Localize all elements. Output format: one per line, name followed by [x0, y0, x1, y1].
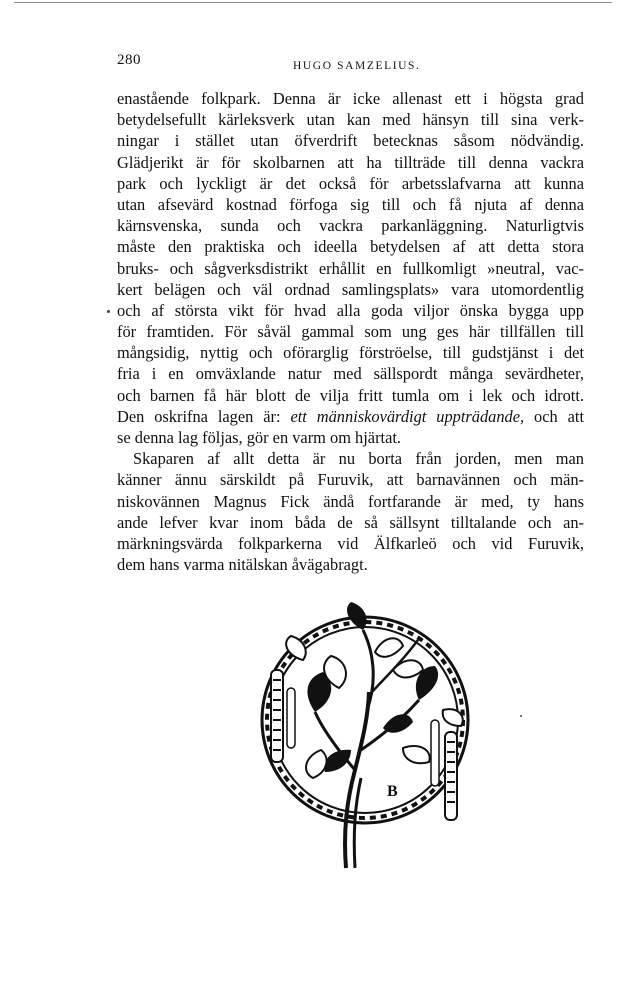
leaf: [347, 602, 367, 630]
text-line-motto: [117, 406, 584, 427]
motto-italic: ett människovärdigt uppträdande,: [290, 406, 525, 426]
text-line: märkningsvärda folkparkerna vid Älfkarleö och vid Furuvik,: [117, 533, 584, 553]
body-text: [117, 88, 584, 575]
stem-main: [345, 692, 369, 868]
catkin-right: [445, 732, 457, 820]
text-line: och af största vikt för hvad alla goda viljor önska bygga upp: [117, 300, 584, 320]
stray-mark: [107, 310, 110, 313]
text-line: fria i en omväxlande natur med sällspordt många sevärdheter,: [117, 364, 584, 384]
leaf: [306, 750, 327, 778]
catkin-right-texture: [447, 742, 455, 802]
catkin-left: [271, 670, 283, 762]
text-line: kärnsvenska, sunda och vackra parkanläggning. Naturligtvis: [117, 216, 584, 236]
page-number: 280: [117, 52, 141, 68]
text-line: utan afsevärd kostnad förfoga sig till och få njuta af denna: [117, 194, 584, 214]
text-line: måste den praktiska och ideella betydelsen af att detta stora: [117, 237, 584, 257]
leaf: [403, 746, 430, 763]
leaf: [324, 750, 351, 772]
motto-before: Den oskrifna lagen är:: [117, 406, 291, 426]
text-line: betydelsefullt kärleksverk utan kan med hänsyn till sina verk-: [117, 110, 584, 130]
text-line: niskovännen Magnus Fick ändå fortfarande är med, ty hans: [117, 491, 584, 511]
text-line: ningar i stället utan öfverdrift betecknas såsom nödvändig.: [117, 131, 584, 151]
leaf: [443, 709, 463, 726]
text-line: känner ännu särskildt på Furuvik, att barnavännen och män-: [117, 470, 584, 490]
top-rule: [14, 2, 612, 3]
text-line: Glädjerikt är för skolbarnen att ha tillträde till denna vackra: [117, 152, 584, 172]
text-line: kert belägen och väl ordnad samlingsplats» vara utomordentlig: [117, 279, 584, 299]
running-head: HUGO SAMZELIUS.: [293, 60, 421, 72]
birch-branch-vignette-icon: [243, 600, 488, 870]
text-line: för framtiden. För såväl gammal som ung ges här tillfällen till: [117, 322, 584, 342]
text-line: se denna lag följas, gör en varm om hjärtat.: [117, 428, 402, 447]
text-line: park och lyckligt är det också för arbetsslafvarna att kunna: [117, 173, 584, 193]
catkin-right-small: [431, 720, 439, 786]
text-line: dem hans varma nitälskan åvägabragt.: [117, 555, 368, 575]
motto-after: och att: [524, 406, 585, 426]
catkin-left-small: [287, 688, 295, 748]
monogram: B: [387, 783, 398, 800]
leaf: [383, 714, 413, 733]
text-line: bruks- och sågverksdistrikt erhållit en fullkomligt »neutral, vac-: [117, 258, 584, 278]
text-line: enastående folkpark. Denna är icke allenast ett i högsta grad: [117, 89, 584, 108]
leaf: [375, 638, 403, 657]
text-line: mångsidig, nyttig och oförarglig förströelse, till gudstjänst i det: [117, 343, 584, 363]
text-line: ande lefver kvar inom båda de så sällsynt tilltalande och an-: [117, 512, 584, 532]
stray-mark: [520, 715, 522, 717]
text-line: och barnen få här blott de vilja fritt tumla om i lek och idrott.: [117, 385, 584, 405]
text-line: Skaparen af allt detta är nu borta från jorden, men man: [133, 449, 584, 469]
